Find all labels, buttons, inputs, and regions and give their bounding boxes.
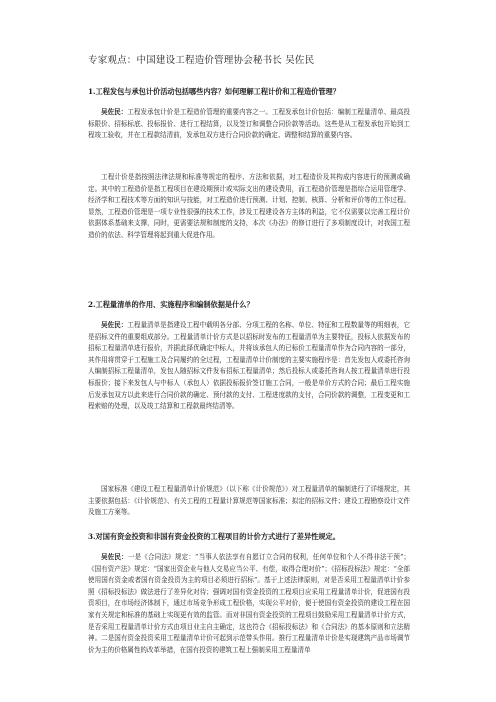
question-1: 1.工程发包与承包计价活动包括哪些内容？如何理解工程计价和工程造价管理？: [88, 87, 340, 96]
answer-speaker: 吴佐民：: [101, 321, 128, 329]
answer-speaker: 吴佐民：: [101, 108, 128, 116]
question-2: 2.工程量清单的作用、实施程序和编制依据是什么？: [88, 300, 254, 309]
answer-1: [88, 107, 410, 142]
answer-2: [88, 320, 410, 413]
question-3: 3.对国有资金投资和非国有资金投资的工程项目的计价方式进行了差异性规定。: [88, 532, 340, 541]
answer-speaker: 吴佐民：: [101, 553, 128, 561]
paragraph-1b: 工程计价是指按照法律法规和标准等规定的程序、方法和依据，对工程造价及其构成内容进行的预测或确定。其中的工程造价是指工程项目在建设期预计或实际支出的建设费用，而工程造价管理是指综合运用管理学、经济学和工程技术等方面的知识与技能，对工程造价进行预测、计划、控制、核算、分析和评价等的工作过程。显然，工程造价管理是一项专业性很强的技术工作，涉及工程建设各方主体的利益，它不仅需要以完善工程计价依据体系基础来支撑，同时，更需要法规和制度的支持，本次《办法》的修订进行了多项制度设计，对我国工程造价的依法、科学管理将起到重大促进作用。: [88, 173, 410, 239]
page-title: 专家观点：中国建设工程造价管理协会秘书长 吴佐民: [88, 55, 315, 66]
answer-text: 一是《合同法》规定：“当事人依法享有自愿订立合同的权利，任何单位和个人不得非法干预”；《国有资产法》规定：“国家出资企业与他人交易应当公平、有偿，取得合理对价”；《招标投标法》规定：“全部使用国有资金或者国有资金投资为主的项目必须进行招标”。基于上述法律原则，对是否采用工程量清单计价参照《招标投标法》做法进行了差异化对待；强调对国有资金投资的工程项目应采用工程量清单计价，促进国有投资项目，在市场经济体制下，通过市场竞争形成工程价格，实现公平对价，便于使国有资金投资的建设工程在国家有关规定和标准的基础上实现更有效的监管。而对非国有资金投资的工程项目鼓励采用工程量清单计价方式，是否采用工程量清单计价方式由项目业主自主确定，这也符合《招标投标法》和《合同法》的基本原则和立法精神。二是国有资金投资采用工程量清单计价可起到示范带头作用。推行工程量清单计价是实现建筑产品市场调节价为主的价格属性的改革举措，在国有投资的建筑工程上强制采用工程量清单: [88, 553, 410, 654]
answer-3: [88, 552, 410, 656]
answer-text: 工程发承包计价是工程造价管理的重要内容之一。工程发承包计价包括：编制工程量清单、最高投标限价、招标标底、投标报价、进行工程结算，以及签订和调整合同价款等活动。这些是从工程发承包开始到工程竣工验收，并在工程款结清前，发承包双方进行合同价款的确定、调整和结算的重要内容。: [88, 108, 410, 140]
paragraph-2b: 国家标准《建设工程工程量清单计价规范》（以下称《计价规范》）对工程量清单的编制进行了详细规定，其主要依据包括：《计价规范》、有关工程的工程量计算规范等国家标准；拟定的招标文件；建设工程勘察设计文件及施工方案等。: [88, 485, 410, 517]
answer-text: 工程量清单是指建设工程中载明各分部、分项工程的名称、单位、特征和工程数量等的明细表，它是招标文件的重要组成部分。工程量清单计价方式是以招标时发布的工程量清单为主要特征，投标人依据发布的招标工程量清单进行报价，并据此择优确定中标人，并将该承包人的已标价工程量清单作为合同内容的一部分，其作用将贯穿于工程施工及合同履约的全过程，工程量清单计价制度的主要实施程序是：首先发包人或委托咨询人编制招标工程量清单，发包人随招标文件发布招标工程量清单；然后投标人或委托咨询人按工程量清单进行投标报价；接下来发包人与中标人（承包人）依据投标报价签订施工合同，一般是单价方式的合同；最后工程实施后发承包双方以此来进行合同价款的确定、预付款的支付、工程进度款的支付，合同价款的调整，工程变更和工程索赔的处理，以及竣工结算和工程款最终结清等。: [88, 321, 410, 411]
